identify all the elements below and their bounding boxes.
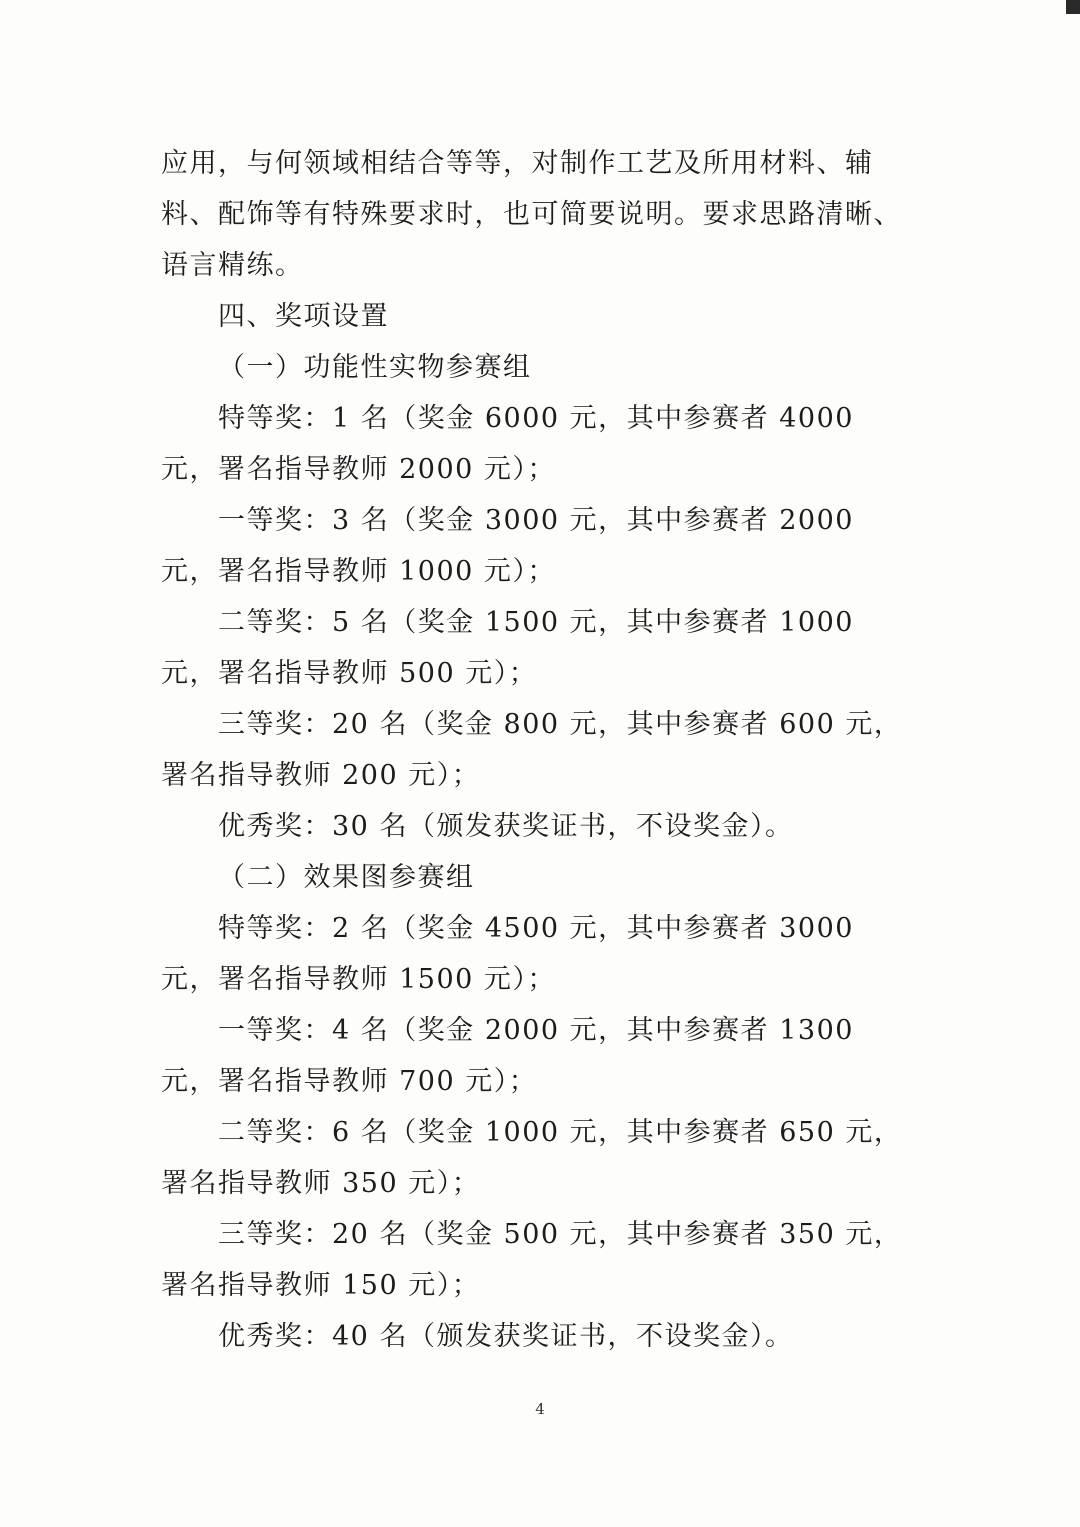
- section-heading-awards: 四、奖项设置: [218, 301, 389, 332]
- page-number: 4: [535, 1400, 545, 1418]
- award-item: 二等奖：6 名（奖金 1000 元，其中参赛者 650 元，署名指导教师 350 元）；: [161, 1117, 903, 1199]
- subsection-heading-rendering: （二）效果图参赛组: [218, 862, 475, 893]
- paragraph-intro-continuation: 应用，与何领域相结合等等，对制作工艺及所用材料、辅料、配饰等有特殊要求时，也可简要说明。要求思路清晰、语言精练。: [161, 148, 902, 281]
- award-item: 特等奖：2 名（奖金 4500 元，其中参赛者 3000 元，署名指导教师 1500 元）；: [161, 913, 865, 995]
- award-item: 三等奖：20 名（奖金 800 元，其中参赛者 600 元，署名指导教师 200 元）；: [161, 709, 903, 791]
- award-item: 一等奖：4 名（奖金 2000 元，其中参赛者 1300 元，署名指导教师 700 元）；: [161, 1015, 865, 1097]
- award-item: 优秀奖：30 名（颁发获奖证书，不设奖金）。: [218, 811, 794, 842]
- award-item: 优秀奖：40 名（颁发获奖证书，不设奖金）。: [218, 1321, 794, 1352]
- award-item: 一等奖：3 名（奖金 3000 元，其中参赛者 2000 元，署名指导教师 1000 元）；: [161, 505, 865, 587]
- document-body: [161, 138, 911, 1362]
- scan-edge-mark: [1066, 0, 1080, 14]
- subsection-heading-physical: （一）功能性实物参赛组: [218, 352, 532, 383]
- award-item: 二等奖：5 名（奖金 1500 元，其中参赛者 1000 元，署名指导教师 500 元）；: [161, 607, 865, 689]
- award-item: 三等奖：20 名（奖金 500 元，其中参赛者 350 元，署名指导教师 150 元）；: [161, 1219, 903, 1301]
- award-item: 特等奖：1 名（奖金 6000 元，其中参赛者 4000 元，署名指导教师 2000 元）；: [161, 403, 865, 485]
